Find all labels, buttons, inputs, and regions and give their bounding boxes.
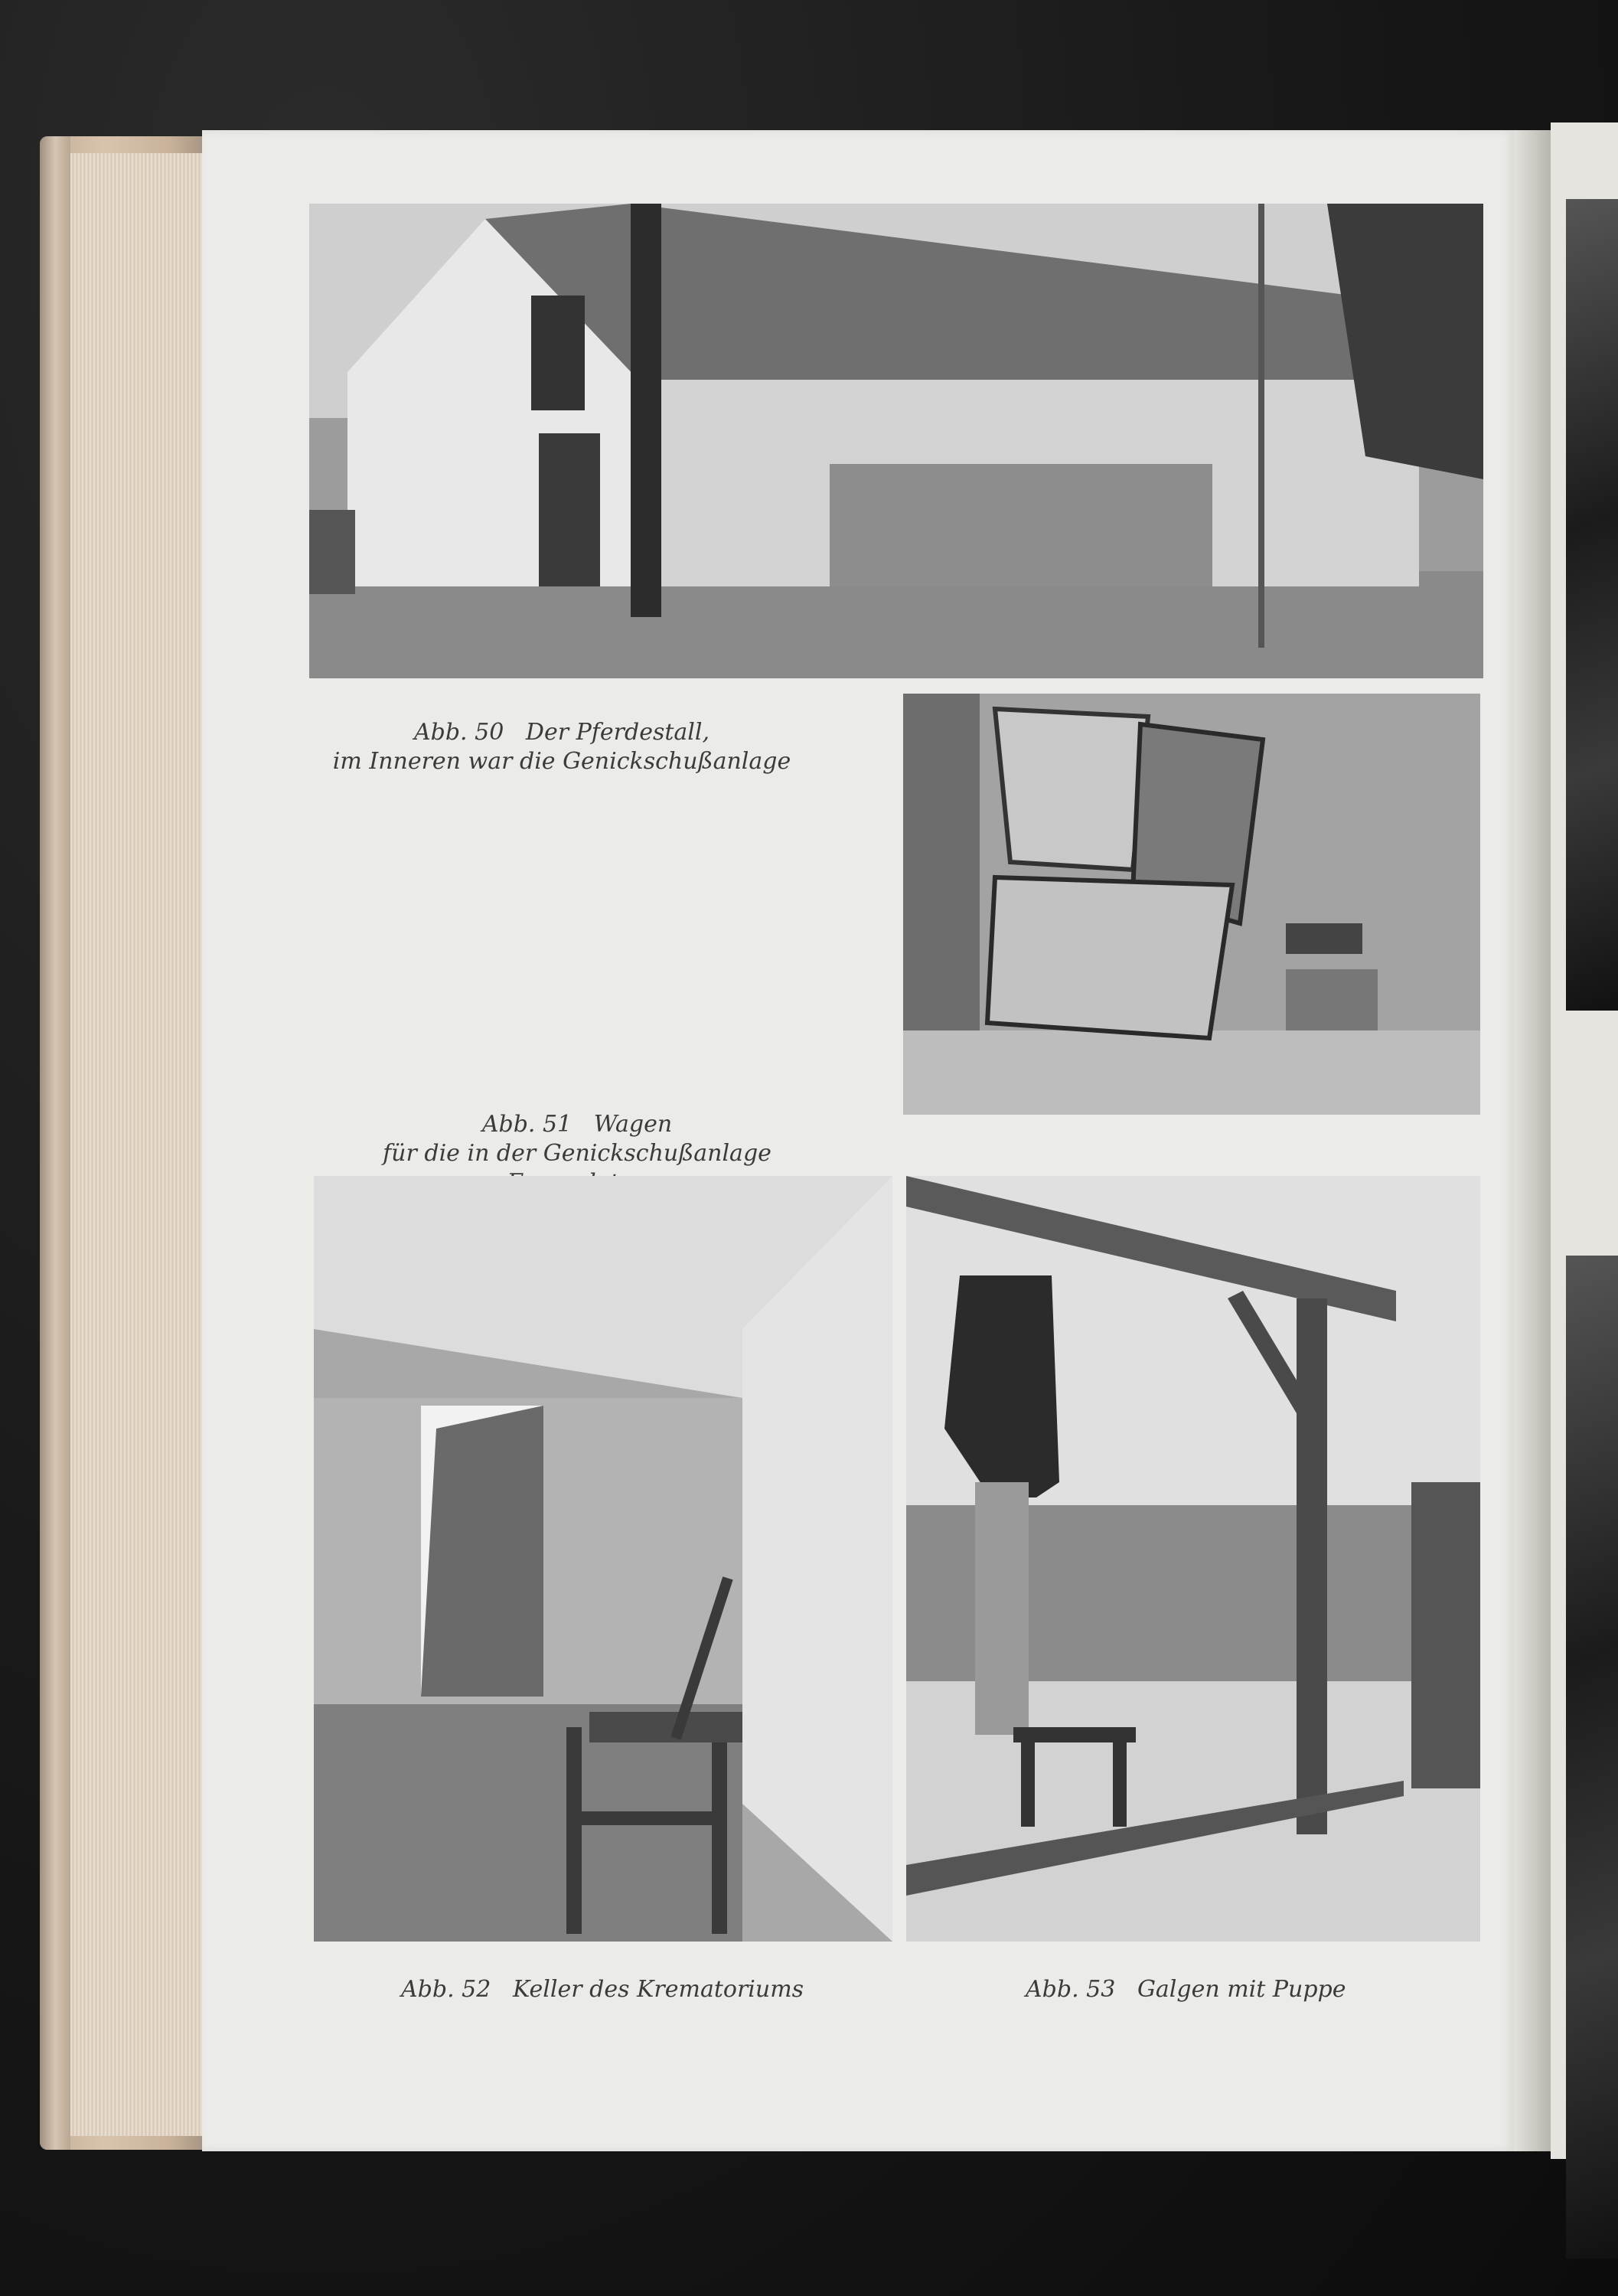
figure-52-caption: [401, 1975, 876, 2004]
figure-52-label: Abb. 52 Keller des Krematoriums: [401, 1976, 804, 2003]
facing-page-photo-bottom: [1566, 1256, 1618, 2258]
facing-page: [1551, 122, 1618, 2159]
photo-horse-stable: [309, 204, 1483, 678]
figure-51-label: Abb. 51 Wagen: [481, 1111, 673, 1138]
figure-51-subtitle: für die in der Genickschußanlage: [383, 1140, 771, 1167]
figure-50-label: Abb. 50 Der Pferdestall,: [413, 719, 710, 746]
figure-50-subtitle: im Inneren war die Genickschußanlage: [332, 748, 791, 775]
book-page: [202, 130, 1514, 2151]
book-page-edges: [70, 153, 202, 2136]
photo-crematorium-cellar: [314, 1176, 892, 1942]
figure-53-caption: [1026, 1975, 1485, 2004]
photo-cart: [903, 694, 1480, 1115]
photo-gallows: [906, 1176, 1480, 1942]
facing-page-photo-top: [1566, 199, 1618, 1011]
book-cover-edge: [40, 136, 70, 2150]
figure-53-label: Abb. 53 Galgen mit Puppe: [1026, 1976, 1346, 2003]
book-gutter: [1514, 130, 1551, 2151]
figure-50-caption: [309, 718, 814, 776]
